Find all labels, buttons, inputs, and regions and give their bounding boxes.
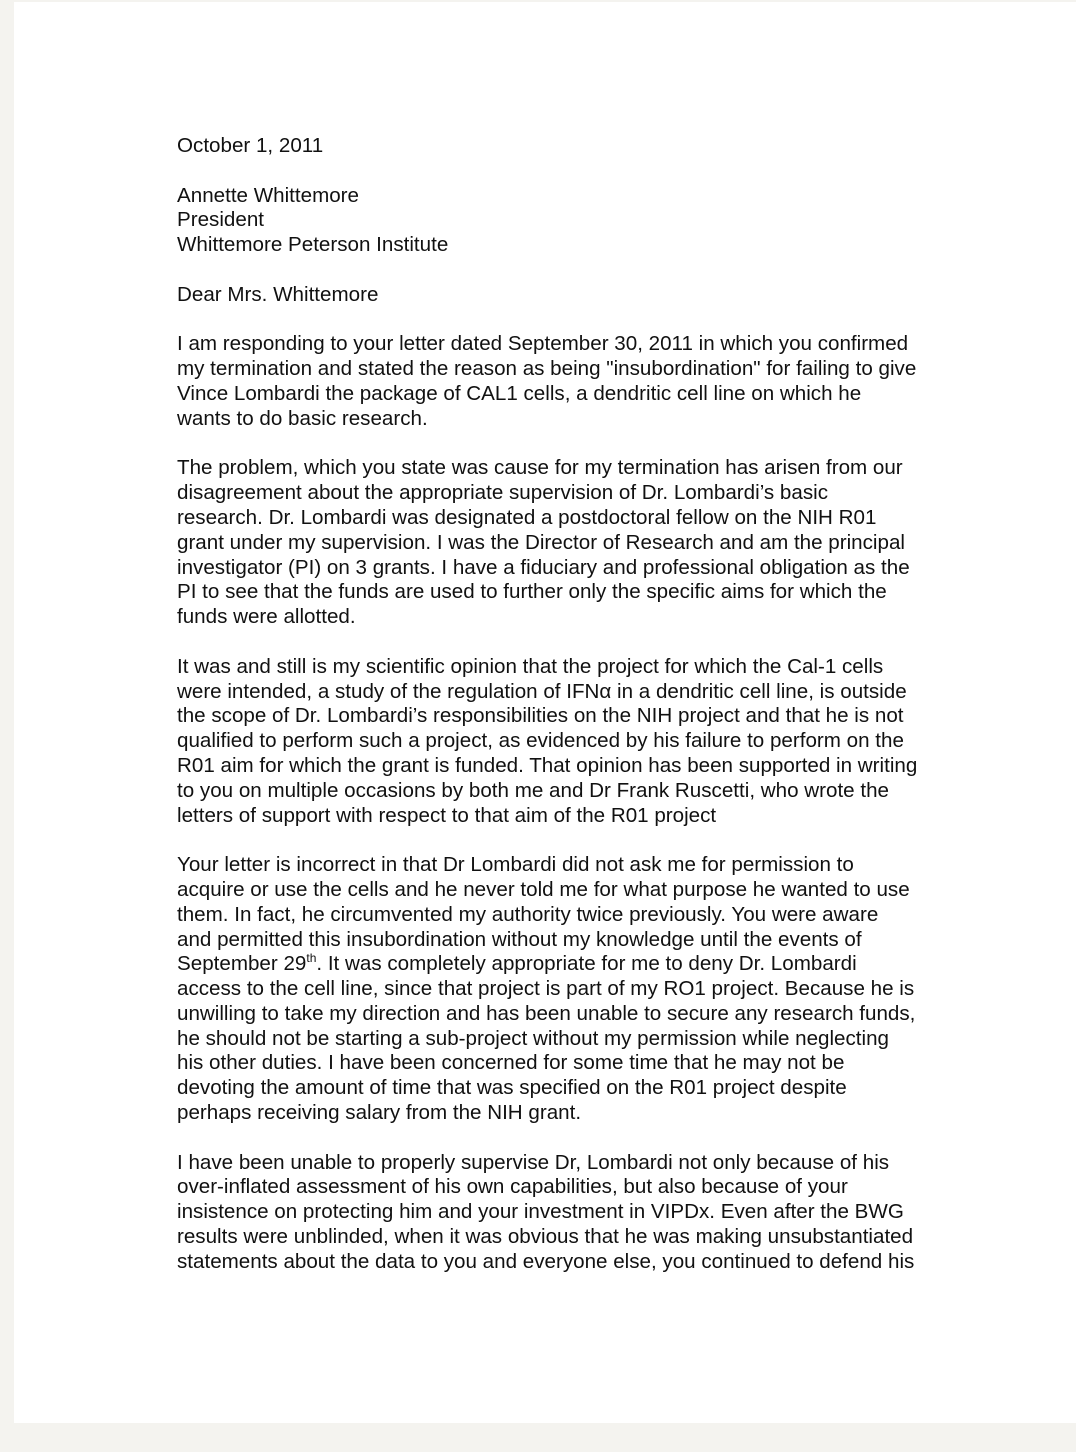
spacer	[177, 258, 967, 283]
paragraph-line: insistence on protecting him and your investment in VIPDx. Even after the BWG	[177, 1200, 904, 1224]
letter-body	[177, 134, 967, 1275]
paragraph-line: to you on multiple occasions by both me and Dr Frank Ruscetti, who wrote the	[177, 778, 889, 802]
paragraph-line: letters of support with respect to that aim of the R01 project	[177, 803, 717, 827]
body-paragraph	[177, 456, 967, 630]
paragraph-line: disagreement about the appropriate supervision of Dr. Lombardi’s basic	[177, 481, 828, 505]
paragraph-line: PI to see that the funds are used to further only the specific aims for which the	[177, 580, 887, 604]
paragraph-line: and permitted this insubordination without my knowledge until the events of	[177, 927, 862, 951]
paragraph-line: unwilling to take my direction and has been unable to secure any research funds,	[177, 1001, 916, 1025]
paragraph-line: his other duties. I have been concerned for some time that he may not be	[177, 1051, 845, 1075]
recipient-name: Annette Whittemore	[177, 183, 359, 207]
spacer	[177, 630, 967, 655]
letter-page	[14, 2, 1076, 1423]
paragraph-line: funds were allotted.	[177, 605, 356, 629]
paragraph-line: I have been unable to properly supervise Dr, Lombardi not only because of his	[177, 1150, 890, 1174]
paragraph-line: Vince Lombardi the package of CAL1 cells, a dendritic cell line on which he	[177, 381, 862, 405]
body-paragraph	[177, 332, 967, 431]
paragraph-line: wants to do basic research.	[177, 406, 428, 430]
paragraph-line: qualified to perform such a project, as evidenced by his failure to perform on the	[177, 729, 904, 753]
paragraph-line: the scope of Dr. Lombardi’s responsibilities on the NIH project and that he is not	[177, 704, 904, 728]
paragraph-line: them. In fact, he circumvented my authority twice previously. You were aware	[177, 902, 879, 926]
spacer	[177, 432, 967, 457]
ordinal-superscript: th	[306, 951, 317, 966]
paragraph-line: The problem, which you state was cause for my termination has arisen from our	[177, 456, 903, 480]
salutation: Dear Mrs. Whittemore	[177, 282, 379, 306]
spacer	[177, 1126, 967, 1151]
paragraph-line: perhaps receiving salary from the NIH grant.	[177, 1101, 582, 1125]
paragraph-line: R01 aim for which the grant is funded. That opinion has been supported in writing	[177, 753, 918, 777]
recipient-address-block	[177, 184, 967, 258]
spacer	[177, 308, 967, 333]
line-text: September 29	[177, 952, 307, 976]
paragraph-line: were intended, a study of the regulation of IFNα in a dendritic cell line, is outside	[177, 679, 907, 703]
paragraph-line: statements about the data to you and everyone else, you continued to defend his	[177, 1249, 915, 1273]
recipient-title: President	[177, 208, 265, 232]
spacer	[177, 828, 967, 853]
body-paragraph	[177, 655, 967, 829]
paragraph-line: my termination and stated the reason as being "insubordination" for failing to give	[177, 357, 917, 381]
paragraph-line: devoting the amount of time that was specified on the R01 project despite	[177, 1076, 847, 1100]
letter-date: October 1, 2011	[177, 134, 324, 157]
paragraph-line: It was and still is my scientific opinion that the project for which the Cal-1 cells	[177, 654, 884, 678]
paragraph-line: investigator (PI) on 3 grants. I have a fiduciary and professional obligation as the	[177, 555, 910, 579]
paragraph-line: results were unblinded, when it was obvious that he was making unsubstantiated	[177, 1225, 914, 1249]
letter-paragraphs	[177, 308, 967, 1275]
paragraph-line: I am responding to your letter dated September 30, 2011 in which you confirmed	[177, 332, 909, 356]
paragraph-line: over-inflated assessment of his own capabilities, but also because of your	[177, 1175, 848, 1199]
paragraph-line: he should not be starting a sub-project without my permission while neglecting	[177, 1026, 890, 1050]
paragraph-line: grant under my supervision. I was the Director of Research and am the principal	[177, 530, 905, 554]
spacer	[177, 159, 967, 184]
body-paragraph	[177, 1151, 967, 1275]
recipient-organization: Whittemore Peterson Institute	[177, 233, 449, 257]
paragraph-line	[177, 952, 967, 977]
line-text: . It was completely appropriate for me to deny Dr. Lombardi	[316, 952, 857, 976]
paragraph-line: access to the cell line, since that project is part of my RO1 project. Because he is	[177, 977, 915, 1001]
body-paragraph	[177, 853, 967, 1126]
paragraph-line: Your letter is incorrect in that Dr Lombardi did not ask me for permission to	[177, 853, 854, 877]
paragraph-line: research. Dr. Lombardi was designated a postdoctoral fellow on the NIH R01	[177, 505, 877, 529]
paragraph-line: acquire or use the cells and he never told me for what purpose he wanted to use	[177, 877, 910, 901]
